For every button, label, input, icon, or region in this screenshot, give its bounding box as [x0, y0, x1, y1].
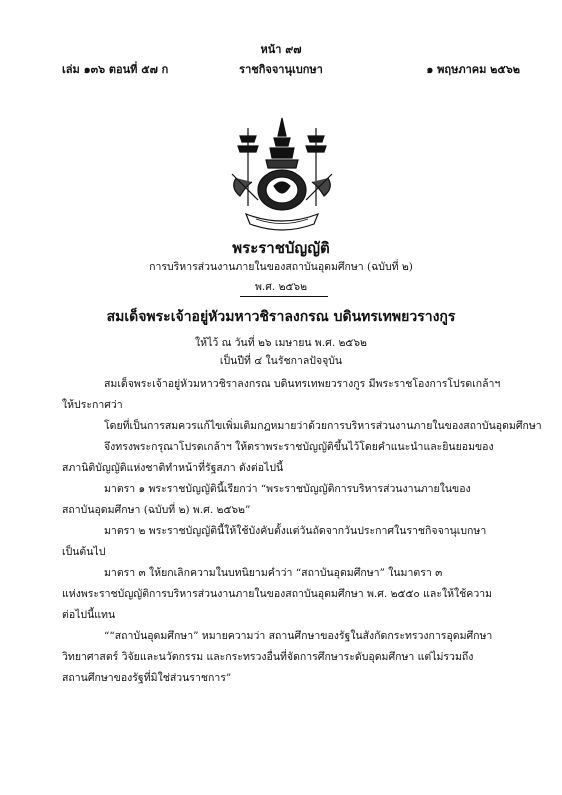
- volume-issue: เล่ม ๑๓๖ ตอนที่ ๕๗ ก: [62, 63, 169, 76]
- body-line: สภานิติบัญญัติแห่งชาติทำหน้าที่รัฐสภา ดังต่อไปนี้: [62, 462, 284, 474]
- body-line: ให้ประกาศว่า: [62, 399, 123, 411]
- document-subtitle: การบริหารส่วนงานภายในของสถาบันอุดมศึกษา (ฉบับที่ ๒): [149, 261, 413, 273]
- body-line: สมเด็จพระเจ้าอยู่หัวมหาวชิราลงกรณ บดินทรเทพยวรางกูร มีพระราชโองการโปรดเกล้าฯ: [104, 378, 501, 390]
- publication-name: ราชกิจจานุเบกษา: [239, 63, 323, 76]
- section-3-line: มาตรา ๓ ให้ยกเลิกความในบทนิยามคำว่า “สถาบันอุดมศึกษา” ในมาตรา ๓: [104, 567, 443, 579]
- body-line: จึงทรงพระกรุณาโปรดเกล้าฯ ให้ตราพระราชบัญญัติขึ้นไว้โดยคำแนะนำและยินยอมของ: [104, 441, 494, 453]
- title-divider: [240, 296, 328, 297]
- section-2-line: เป็นต้นไป: [62, 546, 106, 558]
- definition-line: สถานศึกษาของรัฐที่มิใช่ส่วนราชการ”: [62, 672, 232, 684]
- document-year: พ.ศ. ๒๕๖๒: [254, 281, 308, 293]
- body-line: โดยที่เป็นการสมควรแก้ไขเพิ่มเติมกฎหมายว่าด้วยการบริหารส่วนงานภายในของสถาบันอุดมศึกษา: [104, 420, 542, 432]
- section-1-line: สถาบันอุดมศึกษา (ฉบับที่ ๒) พ.ศ. ๒๕๖๒”: [62, 504, 251, 516]
- royal-garuda-seal-icon: [226, 116, 338, 234]
- king-name: สมเด็จพระเจ้าอยู่หัวมหาวชิราลงกรณ บดินทรเทพยวรางกูร: [106, 309, 456, 325]
- definition-line: ““สถาบันอุดมศึกษา” หมายความว่า สถานศึกษาของรัฐในสังกัดกระทรวงการอุดมศึกษา: [104, 630, 493, 642]
- definition-line: วิทยาศาสตร์ วิจัยและนวัตกรรม และกระทรวงอื่นที่จัดการศึกษาระดับอุดมศึกษา แต่ไม่รวมถึง: [62, 651, 474, 663]
- page-number: หน้า ๙๗: [260, 43, 302, 56]
- reign-year: เป็นปีที่ ๔ ในรัชกาลปัจจุบัน: [219, 355, 343, 367]
- section-3-line: แห่งพระราชบัญญัติการบริหารส่วนงานภายในของสถาบันอุดมศึกษา พ.ศ. ๒๕๕๐ และให้ใช้ความ: [62, 588, 493, 600]
- publication-date: ๑ พฤษภาคม ๒๕๖๒: [426, 63, 520, 76]
- section-2-line: มาตรา ๒ พระราชบัญญัตินี้ให้ใช้บังคับตั้งแต่วันถัดจากวันประกาศในราชกิจจานุเบกษา: [104, 525, 487, 537]
- section-3-line: ต่อไปนี้แทน: [62, 609, 116, 621]
- given-date: ให้ไว้ ณ วันที่ ๒๖ เมษายน พ.ศ. ๒๕๖๒: [195, 337, 367, 349]
- section-1-line: มาตรา ๑ พระราชบัญญัตินี้เรียกว่า “พระราชบัญญัติการบริหารส่วนงานภายในของ: [104, 483, 471, 495]
- document-title: พระราชบัญญัติ: [232, 239, 330, 257]
